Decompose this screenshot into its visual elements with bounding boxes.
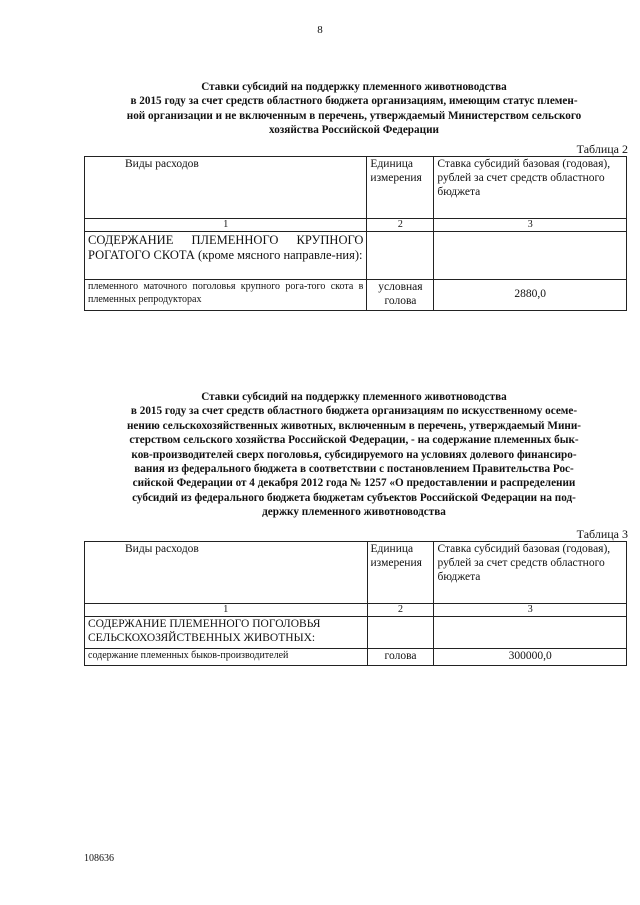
section2-title-line: ков-производителей сверх поголовья, субсидируемого на условиях долевого финансиро- [131, 448, 577, 461]
row-rate: 300000,0 [434, 649, 627, 666]
table2-column-numbers [85, 219, 627, 232]
table2-label: Таблица 2 [576, 142, 628, 156]
header-unit: Единица измерения [367, 157, 434, 219]
section2-title-line: сийской Федерации от 4 декабря 2012 года № 1257 «О предоставлении и распределении [132, 477, 576, 490]
group-heading: СОДЕРЖАНИЕ ПЛЕМЕННОГО КРУПНОГО РОГАТОГО СКОТА (кроме мясного направле-ния): [85, 232, 367, 280]
table2-group-row [85, 232, 627, 280]
empty-cell [367, 617, 434, 649]
row-unit: условная голова [367, 280, 434, 311]
table-row [85, 649, 627, 666]
table2 [84, 156, 627, 311]
column-number: 3 [434, 219, 627, 232]
table3-column-numbers [85, 604, 627, 617]
column-number: 1 [85, 604, 368, 617]
table2-header-row [85, 157, 627, 219]
footer-code: 108636 [84, 853, 114, 864]
table3 [84, 541, 627, 666]
section1-title-line: ной организации и не включенным в перечень, утверждаемый Министерством сельского [126, 109, 582, 122]
column-number: 2 [367, 604, 434, 617]
section1-title-line: Ставки субсидий на поддержку племенного животноводства [201, 81, 507, 93]
section1-title [84, 80, 624, 138]
header-expense-types: Виды расходов [85, 542, 368, 604]
empty-cell [434, 617, 627, 649]
section2-title-line: нению сельскохозяйственных животных, включенным в перечень, утверждаемый Мини- [126, 419, 582, 432]
section2-title-line: Ставки субсидий на поддержку племенного животноводства [201, 391, 507, 403]
section2-title-line: субсидий из федерального бюджета бюджетам субъектов Российской Федерации на под- [132, 491, 576, 504]
row-rate: 2880,0 [434, 280, 627, 311]
section2-title-line: держку племенного животноводства [262, 506, 446, 519]
column-number: 2 [367, 219, 434, 232]
section2-title-line: вания из федерального бюджета в соответствии с постановлением Правительства Рос- [134, 463, 574, 476]
group-heading: СОДЕРЖАНИЕ ПЛЕМЕННОГО ПОГОЛОВЬЯ СЕЛЬСКОХОЗЯЙСТВЕННЫХ ЖИВОТНЫХ: [85, 617, 368, 649]
header-rate: Ставка субсидий базовая (годовая), рублей за счет средств областного бюджета [434, 542, 627, 604]
column-number: 3 [434, 604, 627, 617]
table3-header-row [85, 542, 627, 604]
section1-title-line: в 2015 году за счет средств областного бюджета организациям, имеющим статус племен- [130, 95, 578, 108]
table3-group-row [85, 617, 627, 649]
row-name: содержание племенных быков-производителей [85, 649, 368, 666]
row-unit: голова [367, 649, 434, 666]
section1-title-line: хозяйства Российской Федерации [269, 124, 439, 137]
header-rate: Ставка субсидий базовая (годовая), рублей за счет средств областного бюджета [434, 157, 627, 219]
row-name: племенного маточного поголовья крупного рога-того скота в племенных репродукторах [85, 280, 367, 311]
header-expense-types: Виды расходов [85, 157, 367, 219]
section2-title-line: в 2015 году за счет средств областного бюджета организациям по искусственному осеме- [130, 405, 578, 418]
section2-title-line: стерством сельского хозяйства Российской Федерации, - на содержание племенных бык- [129, 434, 579, 447]
table3-label: Таблица 3 [576, 527, 628, 541]
header-unit: Единица измерения [367, 542, 434, 604]
table-row [85, 280, 627, 311]
section2-title [84, 390, 624, 520]
empty-cell [434, 232, 627, 280]
page-number: 8 [317, 24, 323, 36]
column-number: 1 [85, 219, 367, 232]
empty-cell [367, 232, 434, 280]
